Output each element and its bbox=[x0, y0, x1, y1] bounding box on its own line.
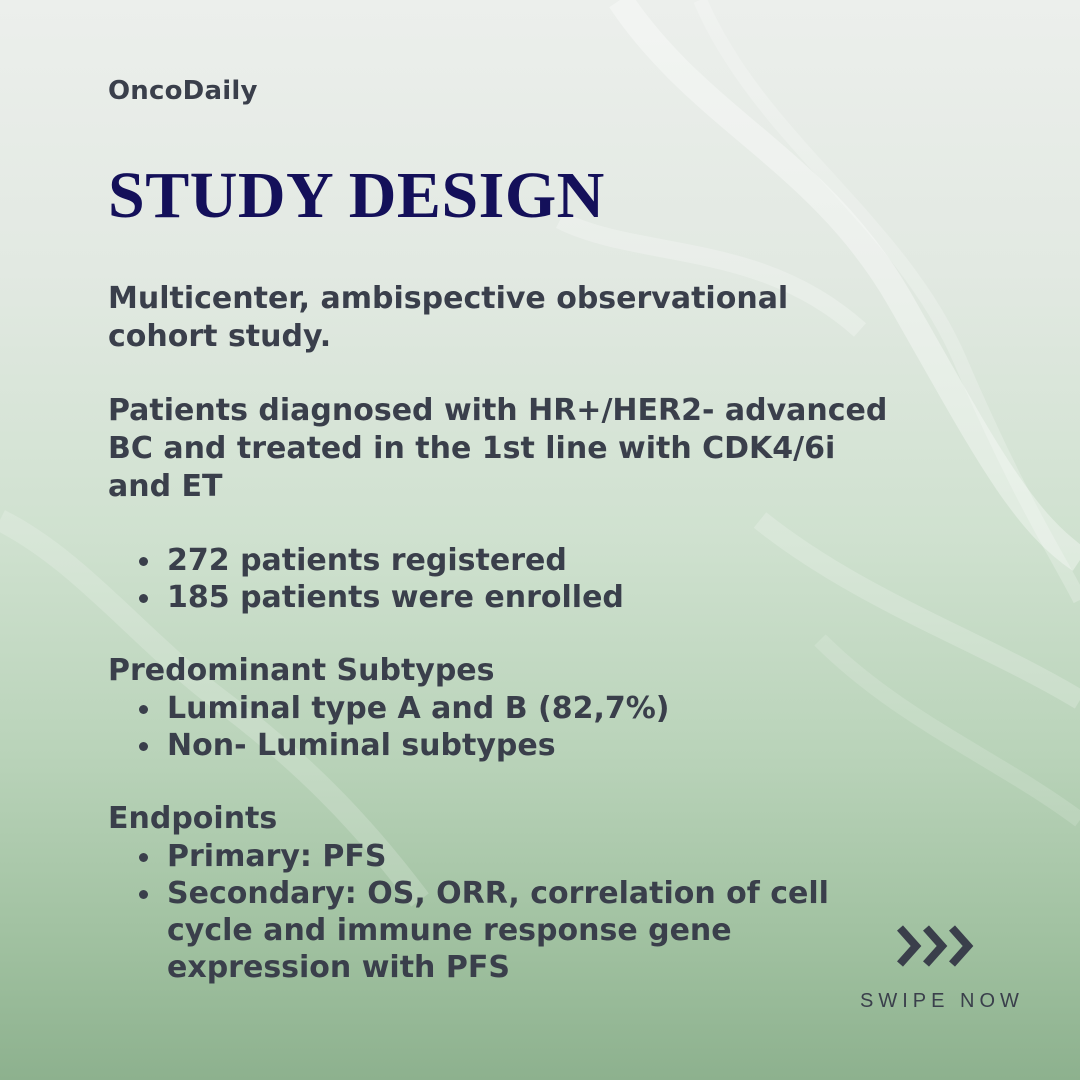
endpoints-heading: Endpoints bbox=[108, 801, 278, 836]
brand-name: OncoDaily bbox=[108, 76, 258, 106]
list-item: Luminal type A and B (82,7%) bbox=[167, 690, 908, 727]
list-item: 185 patients were enrolled bbox=[167, 579, 908, 616]
endpoints-list bbox=[108, 838, 908, 986]
list-item: 272 patients registered bbox=[167, 542, 908, 579]
subtypes-heading: Predominant Subtypes bbox=[108, 653, 495, 688]
subtypes-list bbox=[108, 690, 908, 764]
content-body bbox=[108, 280, 908, 986]
triple-chevron-right-icon bbox=[896, 924, 980, 968]
list-item: Secondary: OS, ORR, correlation of cell cycle and immune response gene expression with PFS bbox=[167, 875, 887, 986]
patient-counts-list bbox=[108, 542, 908, 616]
patients-description: Patients diagnosed with HR+/HER2- advanced BC and treated in the 1st line with CDK4/6i and ET bbox=[108, 393, 888, 504]
study-design-text: Multicenter, ambispective observational cohort study. bbox=[108, 281, 789, 354]
list-item: Non- Luminal subtypes bbox=[167, 727, 908, 764]
list-item: Primary: PFS bbox=[167, 838, 908, 875]
swipe-label: SWIPE NOW bbox=[860, 990, 1024, 1012]
page-title: STUDY DESIGN bbox=[108, 159, 605, 232]
